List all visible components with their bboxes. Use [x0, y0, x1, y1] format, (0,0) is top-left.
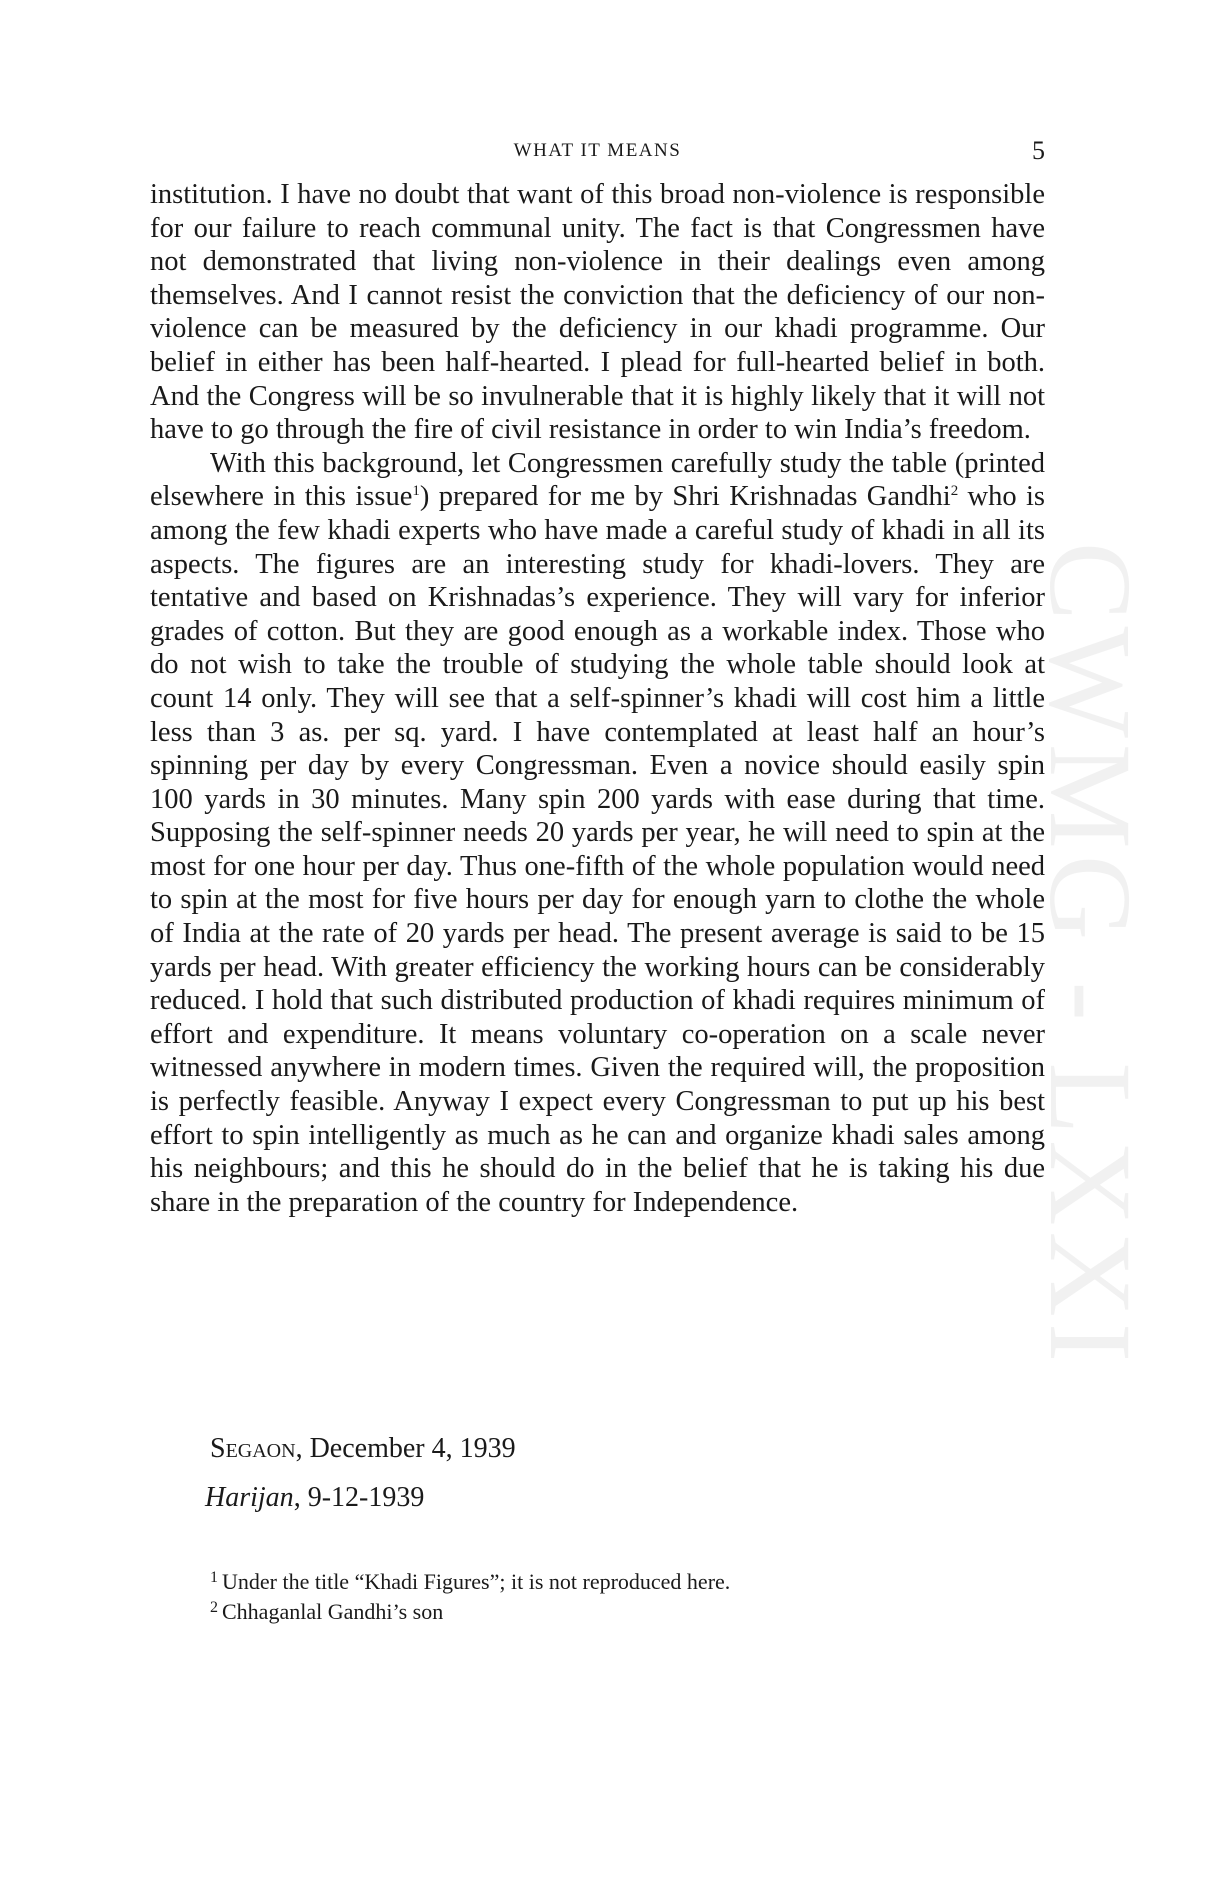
running-title: WHAT IT MEANS — [513, 140, 682, 161]
watermark-text: CWMG - LXXI — [1025, 541, 1157, 1369]
paragraph-2-part-3: who is among the few khadi experts who have made a careful study of khadi in all its aspects. The figures are an interesting study for khadi-lovers. They are tentative and based on Krishnadas’s experience. They will vary for inferior grades of cotton. But they are good enough as a workable index. Those who do not wish to take the trouble of studying the whole table should look at count 14 only. They will see that a self-spinner’s khadi will cost him a little less than 3 as. per sq. yard. I have contemplated at least half an hour’s spinning per day by every Congressman. Even a novice should easily spin 100 yards in 30 minutes. Many spin 200 yards with ease during that time. Supposing the self-spinner needs 20 yards per year, he will need to spin at the most for one hour per day. Thus one-fifth of the whole population would need to spin at the most for five hours per day for enough yarn to clothe the whole of India at the rate of 20 yards per head. The present average is said to be 15 yards per head. With greater efficiency the working hours can be considerably reduced. I hold that such distributed production of khadi requires minimum of effort and expenditure. It means voluntary co-operation on a scale never witnessed anywhere in modern times. Given the required will, the proposition is perfectly feasible. Anyway I expect every Congressman to put up his best effort to spin intelligently as much as he can and organize khadi sales among his neighbours; and this he should do in the belief that he is taking his due share in the preparation of the country for Independence. — [150, 481, 1045, 1218]
body-text — [150, 178, 1045, 1219]
paragraph-1: institution. I have no doubt that want of this broad non-violence is responsible for our failure to reach communal unity. The fact is that Congressmen have not demonstrated that living non-violence in their dealings even among themselves. And I cannot resist the conviction that the deficiency of our non-violence can be measured by the deficiency in our khadi programme. Our belief in either has been half-hearted. I plead for full-hearted belief in both. And the Congress will be so invulnerable that it is highly likely that it will not have to go through the fire of civil resistance in order to win India’s freedom. — [150, 179, 1045, 446]
footnote-2-mark: 2 — [210, 1599, 218, 1616]
footnote-2 — [210, 1597, 730, 1627]
paragraph-2 — [150, 447, 1045, 1220]
dateline-place: Segaon — [210, 1433, 296, 1464]
footnotes — [210, 1567, 730, 1627]
running-header — [150, 136, 1045, 166]
footnote-1-mark: 1 — [210, 1569, 218, 1586]
footnote-ref-2: 2 — [950, 483, 959, 500]
source-citation — [205, 1482, 424, 1514]
source-date: , 9-12-1939 — [293, 1482, 425, 1513]
footnote-1 — [210, 1567, 730, 1597]
watermark — [1025, 470, 1157, 1440]
page-number: 5 — [1032, 136, 1045, 165]
paragraph-2-part-1: With this background, let Congressmen carefully study the table (printed elsewhere in this issue — [150, 447, 1045, 513]
footnote-ref-1: 1 — [412, 483, 420, 500]
source-publication: Harijan — [205, 1482, 294, 1513]
dateline-date: , December 4, 1939 — [295, 1433, 516, 1464]
dateline — [210, 1433, 516, 1465]
footnote-1-text: Under the title “Khadi Figures”; it is not reproduced here. — [222, 1569, 731, 1594]
paragraph-2-part-2: ) prepared for me by Shri Krishnadas Gandhi — [419, 481, 951, 513]
footnote-2-text: Chhaganlal Gandhi’s son — [222, 1599, 444, 1624]
